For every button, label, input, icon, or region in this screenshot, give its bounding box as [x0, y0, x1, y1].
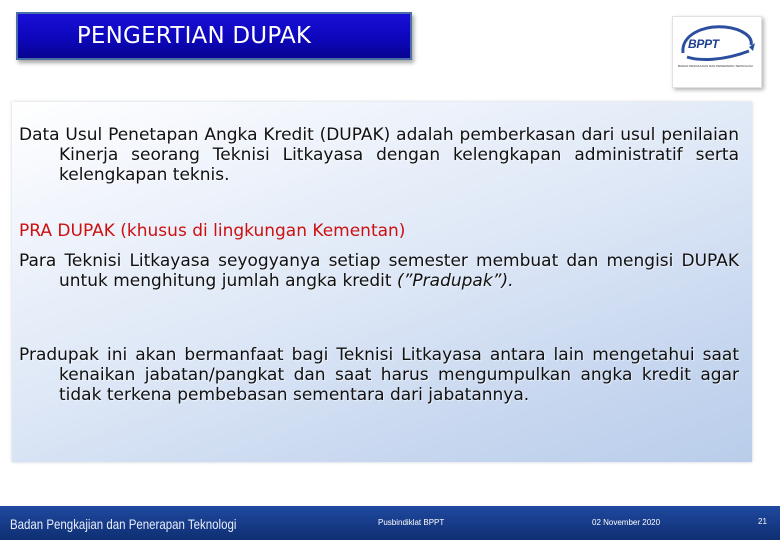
- slide-title-box: [16, 12, 412, 60]
- slide-title: PENGERTIAN DUPAK: [76, 23, 312, 49]
- paragraph-dupak-definition: Data Usul Penetapan Angka Kredit (DUPAK) adalah pemberkasan dari usul penilaian Kinerja seorang Teknisi Litkayasa dengan kelengkapan administratif serta kelengkapan teknis.: [19, 125, 739, 185]
- logo-subtitle: BADAN PENGKAJIAN DAN PENERAPAN TEKNOLOGI: [678, 64, 753, 68]
- logo-text: BPPT: [688, 37, 719, 51]
- paragraph-pradupak-benefit: Pradupak ini akan bermanfaat bagi Teknisi Litkayasa antara lain mengetahui saat kenaikan jabatan/pangkat dan saat harus mengumpulkan angka kredit agar tidak terkena pembebasan sementara dari jabatannya.: [19, 345, 739, 405]
- bppt-logo: [672, 16, 762, 88]
- footer-organization: Badan Pengkajian dan Penerapan Teknologi: [10, 516, 237, 532]
- page-number: 21: [758, 517, 767, 526]
- bppt-logo-icon: [673, 17, 763, 89]
- content-panel: [12, 102, 752, 462]
- paragraph-pra-dupak-text: Para Teknisi Litkayasa seyogyanya setiap semester membuat dan mengisi DUPAK untuk menghitung jumlah angka kredit: [19, 251, 739, 291]
- footer-center-text: Pusbindiklat BPPT: [378, 518, 445, 527]
- paragraph-pra-dupak: [19, 251, 739, 291]
- footer-date: 02 November 2020: [592, 518, 661, 527]
- pradupak-term: (”Pradupak”).: [396, 271, 514, 291]
- footer-bar: [0, 506, 780, 540]
- pra-dupak-heading: PRA DUPAK (khusus di lingkungan Kementan): [19, 221, 406, 241]
